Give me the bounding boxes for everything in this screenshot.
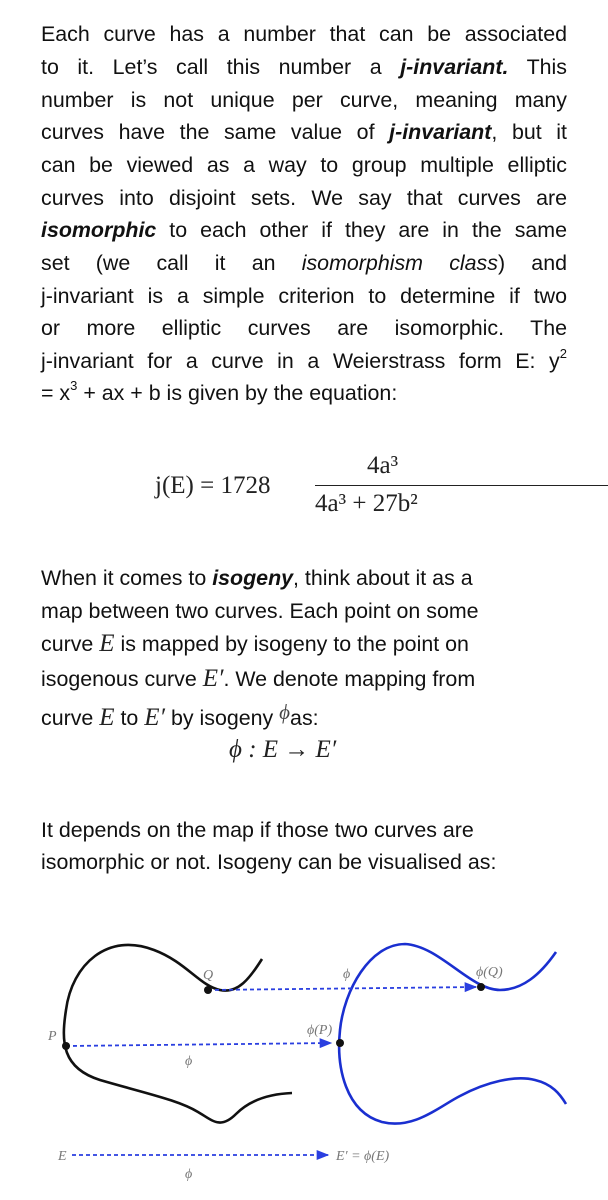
point-phiQ xyxy=(477,983,485,991)
label-E: E xyxy=(58,1149,67,1164)
text-line: curve E to E′ by isogeny ϕas: xyxy=(41,700,319,731)
symbol-E-prime: E′ xyxy=(144,704,166,731)
text-line: curves into disjoint sets. We say that curves are xyxy=(41,186,567,210)
isogeny-map-equation: ϕ : E → E′ xyxy=(229,736,337,763)
text-line: isomorphic or not. Isogeny can be visualised as: xyxy=(41,850,497,874)
text-line: = $x^3$ + ax + b is given by the equation: xyxy=(41,377,398,405)
label-phi-E-arrow: ϕ xyxy=(185,1167,193,1182)
isogeny-diagram xyxy=(0,920,608,1190)
text-line: can be viewed as a way to group multiple elliptic xyxy=(41,153,567,177)
text-line: Each curve has a number that can be associated xyxy=(41,22,567,46)
arrow-P-to-phiP xyxy=(66,1043,331,1046)
label-phiQ: ϕ(Q) xyxy=(476,965,503,980)
point-phiP xyxy=(336,1039,344,1047)
arrow-Q-to-phiQ xyxy=(208,987,476,990)
curve-E xyxy=(64,945,292,1123)
label-Eprime: E′ = ϕ(E) xyxy=(336,1149,390,1164)
label-phiP: ϕ(P) xyxy=(307,1023,333,1038)
label-P: P xyxy=(48,1029,57,1044)
text-line: curves have the same value of j-invariant, but it xyxy=(41,120,567,144)
fraction-bar xyxy=(315,485,608,486)
term-j-invariant: j-invariant xyxy=(389,120,492,144)
symbol-E-prime: E′ xyxy=(202,665,224,692)
equation-lhs: j(E) = 1728 xyxy=(155,472,271,499)
text-line: map between two curves. Each point on some xyxy=(41,599,479,623)
term-j-invariant: j-invariant. xyxy=(400,55,509,79)
equation-numerator: 4a³ xyxy=(367,452,399,479)
text-line: It depends on the map if those two curves are xyxy=(41,818,474,842)
text-line: j-invariant is a simple criterion to determine if two xyxy=(41,284,567,308)
symbol-E: E xyxy=(99,630,115,657)
point-Q xyxy=(204,986,212,994)
symbol-E: E xyxy=(99,704,115,731)
text-line: j-invariant for a curve in a Weierstrass form E: $y^2$ xyxy=(41,345,567,373)
text-line: or more elliptic curves are isomorphic. The xyxy=(41,316,567,340)
text-line: number is not unique per curve, meaning many xyxy=(41,88,567,112)
point-P xyxy=(62,1042,70,1050)
text-line: curve E is mapped by isogeny to the point on xyxy=(41,630,469,657)
text-line: When it comes to isogeny, think about it as a xyxy=(41,566,473,590)
label-Q: Q xyxy=(203,968,214,983)
term-isomorphic: isomorphic xyxy=(41,218,157,242)
term-isomorphism-class: isomorphism class xyxy=(301,251,498,275)
curve-E-prime xyxy=(339,944,566,1124)
label-phi-Q-arrow: ϕ xyxy=(343,967,351,982)
text-line: isomorphic to each other if they are in the same xyxy=(41,218,567,242)
equation-denominator: 4a³ + 27b² xyxy=(315,490,418,517)
text-line: to it. Let’s call this number a j-invariant. This xyxy=(41,55,568,79)
text-line: isogenous curve E′. We denote mapping from xyxy=(41,665,476,692)
label-phi-P-arrow: ϕ xyxy=(185,1054,193,1069)
term-isogeny: isogeny xyxy=(212,566,294,590)
symbol-phi: ϕ xyxy=(279,700,291,724)
text-line: set (we call it an isomorphism class) and xyxy=(41,251,567,275)
